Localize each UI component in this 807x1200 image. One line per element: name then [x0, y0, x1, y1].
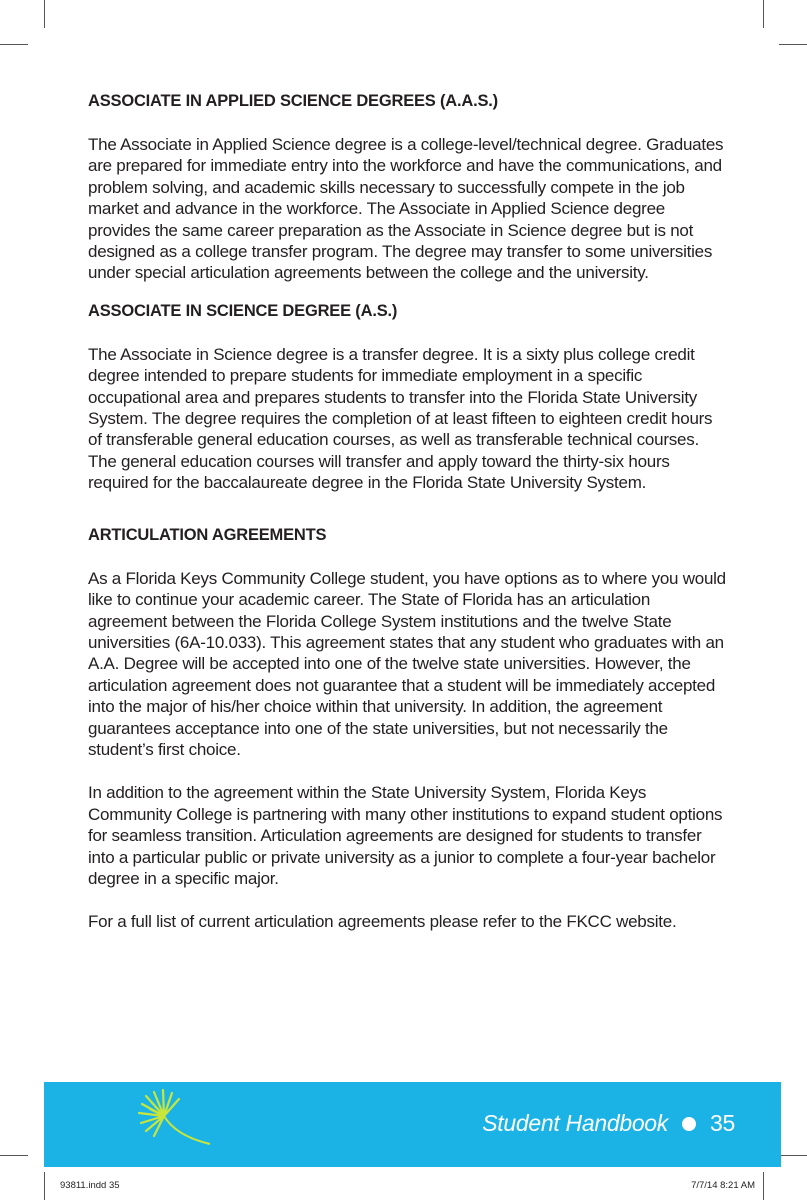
- crop-mark: [44, 1172, 45, 1200]
- crop-mark: [44, 0, 45, 28]
- crop-mark: [763, 1172, 764, 1200]
- section-paragraph: The Associate in Science degree is a transfer degree. It is a sixty plus college credit degree intended to prepare students for immediate employment in a specific occupational area and prepares students to transfer into the Florida State University System. The degree requires the completion of at least fifteen to eighteen credit hours of transferable general education courses, as well as transferable technical courses. The general education courses will transfer and apply toward the thirty-six hours required for the baccalaureate degree in the Florida State University System.: [88, 344, 713, 493]
- section-heading-aas: ASSOCIATE IN APPLIED SCIENCE DEGREES (A.A.S.): [88, 92, 498, 110]
- palm-frond-icon: [134, 1086, 214, 1156]
- footer-title: [482, 1110, 735, 1137]
- handbook-title: Student Handbook: [482, 1110, 669, 1136]
- page-content: [88, 90, 728, 933]
- section-heading-as: ASSOCIATE IN SCIENCE DEGREE (A.S.): [88, 301, 398, 320]
- crop-mark: [763, 0, 764, 28]
- crop-mark: [0, 1155, 28, 1156]
- slug-file: 93811.indd 35: [60, 1180, 120, 1191]
- section-paragraph: As a Florida Keys Community College student, you have options as to where you would like to continue your academic career. The State of Florida has an articulation agreement between the Florida College System institutions and the twelve State universities (6A-10.033). This agreement states that any student who graduates with an A.A. Degree will be accepted into one of the twelve state universities. However, the articulation agreement does not guarantee that a student will be immediately accepted into the major of his/her choice within that university. In addition, the agreement guarantees acceptance into one of the state universities, but not necessarily the student’s first choice.: [88, 568, 726, 759]
- section-paragraph: For a full list of current articulation agreements please refer to the FKCC website.: [88, 912, 677, 932]
- page-number: 35: [710, 1110, 735, 1136]
- slug-datetime: 7/7/14 8:21 AM: [691, 1180, 755, 1191]
- section-paragraph: The Associate in Applied Science degree is a college-level/technical degree. Graduates are prepared for immediate entry into the workforce and have the communications, and problem solving, and academic skills necessary to successfully compete in the job market and advance in the workforce. The Associate in Applied Science degree provides the same career preparation as the Associate in Science degree but is not designed as a college transfer program. The degree may transfer to some universities under special articulation agreements between the college and the university.: [88, 135, 724, 283]
- crop-mark: [779, 44, 807, 45]
- footer-band: [44, 1082, 781, 1167]
- crop-mark: [779, 1155, 807, 1156]
- crop-mark: [0, 44, 28, 45]
- section-heading-articulation: ARTICULATION AGREEMENTS: [88, 525, 327, 544]
- bullet-dot-icon: [682, 1117, 696, 1131]
- section-paragraph: In addition to the agreement within the State University System, Florida Keys Community College is partnering with many other institutions to expand student options for seamless transition. Articulation agreements are designed for students to transfer into a particular public or private university as a junior to complete a four-year bachelor degree in a specific major.: [88, 783, 723, 888]
